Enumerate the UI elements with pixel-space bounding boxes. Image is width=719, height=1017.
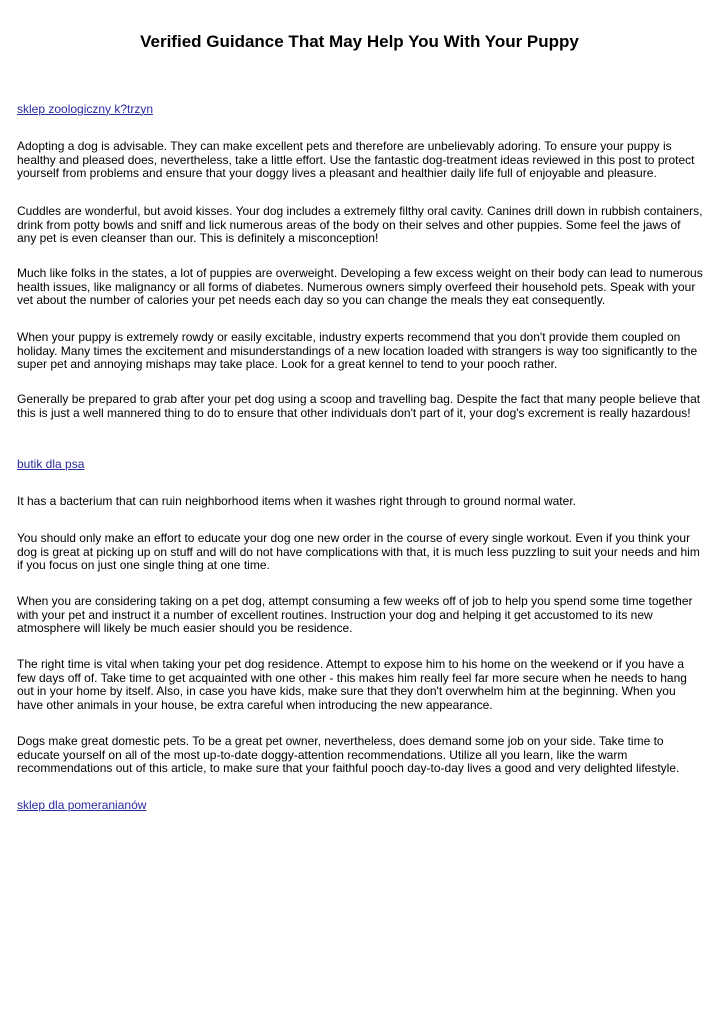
link-butik-dla-psa[interactable]: butik dla psa [17, 457, 85, 471]
paragraph-3: Much like folks in the states, a lot of puppies are overweight. Developing a few excess weight on their body can lead to numerous health issues, like malignancy or all forms of diabetes. Numerous owners simply overfeed their household pets. Speak with your vet about the number of calories your pet needs each day so you can change the meals they eat consequently. [17, 266, 703, 308]
link-sklep-zoologiczny[interactable]: sklep zoologiczny k?trzyn [17, 102, 154, 116]
paragraph-9: The right time is vital when taking your pet dog residence. Attempt to expose him to his home on the weekend or if you have a few days off of. Take time to get acquainted with one other - this makes him really feel far more secure when he needs to hang out in your home by itself. Also, in case you have kids, make sure that they don't overwhelm him at the beginning. When you have other animals in your house, be extra careful when introducing the new appearance. [17, 657, 687, 712]
paragraph-5: Generally be prepared to grab after your pet dog using a scoop and travelling bag. Despite the fact that many people believe that this is just a well mannered thing to do to ensure that other individuals don't part of it, your dog's excrement is really hazardous! [17, 392, 701, 420]
page-title: Verified Guidance That May Help You With Your Puppy [140, 32, 579, 51]
paragraph-1: Adopting a dog is advisable. They can make excellent pets and therefore are unbelievably adoring. To ensure your puppy is healthy and pleased does, nevertheless, take a little effort. Use the fantastic dog-treatment ideas reviewed in this post to protect yourself from problems and ensure that your doggy lives a pleasant and healthier daily life full of enjoyable and pleasure. [17, 139, 695, 181]
paragraph-2: Cuddles are wonderful, but avoid kisses. Your dog includes a extremely filthy oral cavity. Canines drill down in rubbish containers, drink from potty bowls and sniff and lick numerous areas of the body on their selves and other puppies. Some feel the jaws of any pet is even cleanser than our. This is definitely a misconception! [17, 204, 703, 246]
paragraph-10: Dogs make great domestic pets. To be a great pet owner, nevertheless, does demand some job on your side. Take time to educate yourself on all of the most up-to-date doggy-attention recommendations. Utilize all you learn, like the warm recommendations out of this article, to make sure that your faithful pooch day-to-day lives a good and very delighted lifestyle. [17, 734, 680, 776]
paragraph-4: When your puppy is extremely rowdy or easily excitable, industry experts recommend that you don't provide them coupled on holiday. Many times the excitement and misunderstandings of a new location loaded with strangers is way too significantly to the super pet and annoying mishaps may take place. Look for a great kennel to tend to your pooch rather. [17, 330, 698, 372]
paragraph-6: It has a bacterium that can ruin neighborhood items when it washes right through to ground normal water. [17, 494, 576, 508]
link-sklep-dla-pomeranianow[interactable]: sklep dla pomeranianów [17, 798, 147, 812]
paragraph-7: You should only make an effort to educate your dog one new order in the course of every single workout. Even if you think your dog is great at picking up on stuff and will do not have complications with that, it is much less puzzling to suit your needs and him if you focus on just one single thing at one time. [17, 531, 700, 573]
paragraph-8: When you are considering taking on a pet dog, attempt consuming a few weeks off of job to help you spend some time together with your pet and instruct it a number of excellent routines. Instruction your dog and helping it get accustomed to its new atmosphere will likely be much easier should you be residence. [17, 594, 693, 636]
